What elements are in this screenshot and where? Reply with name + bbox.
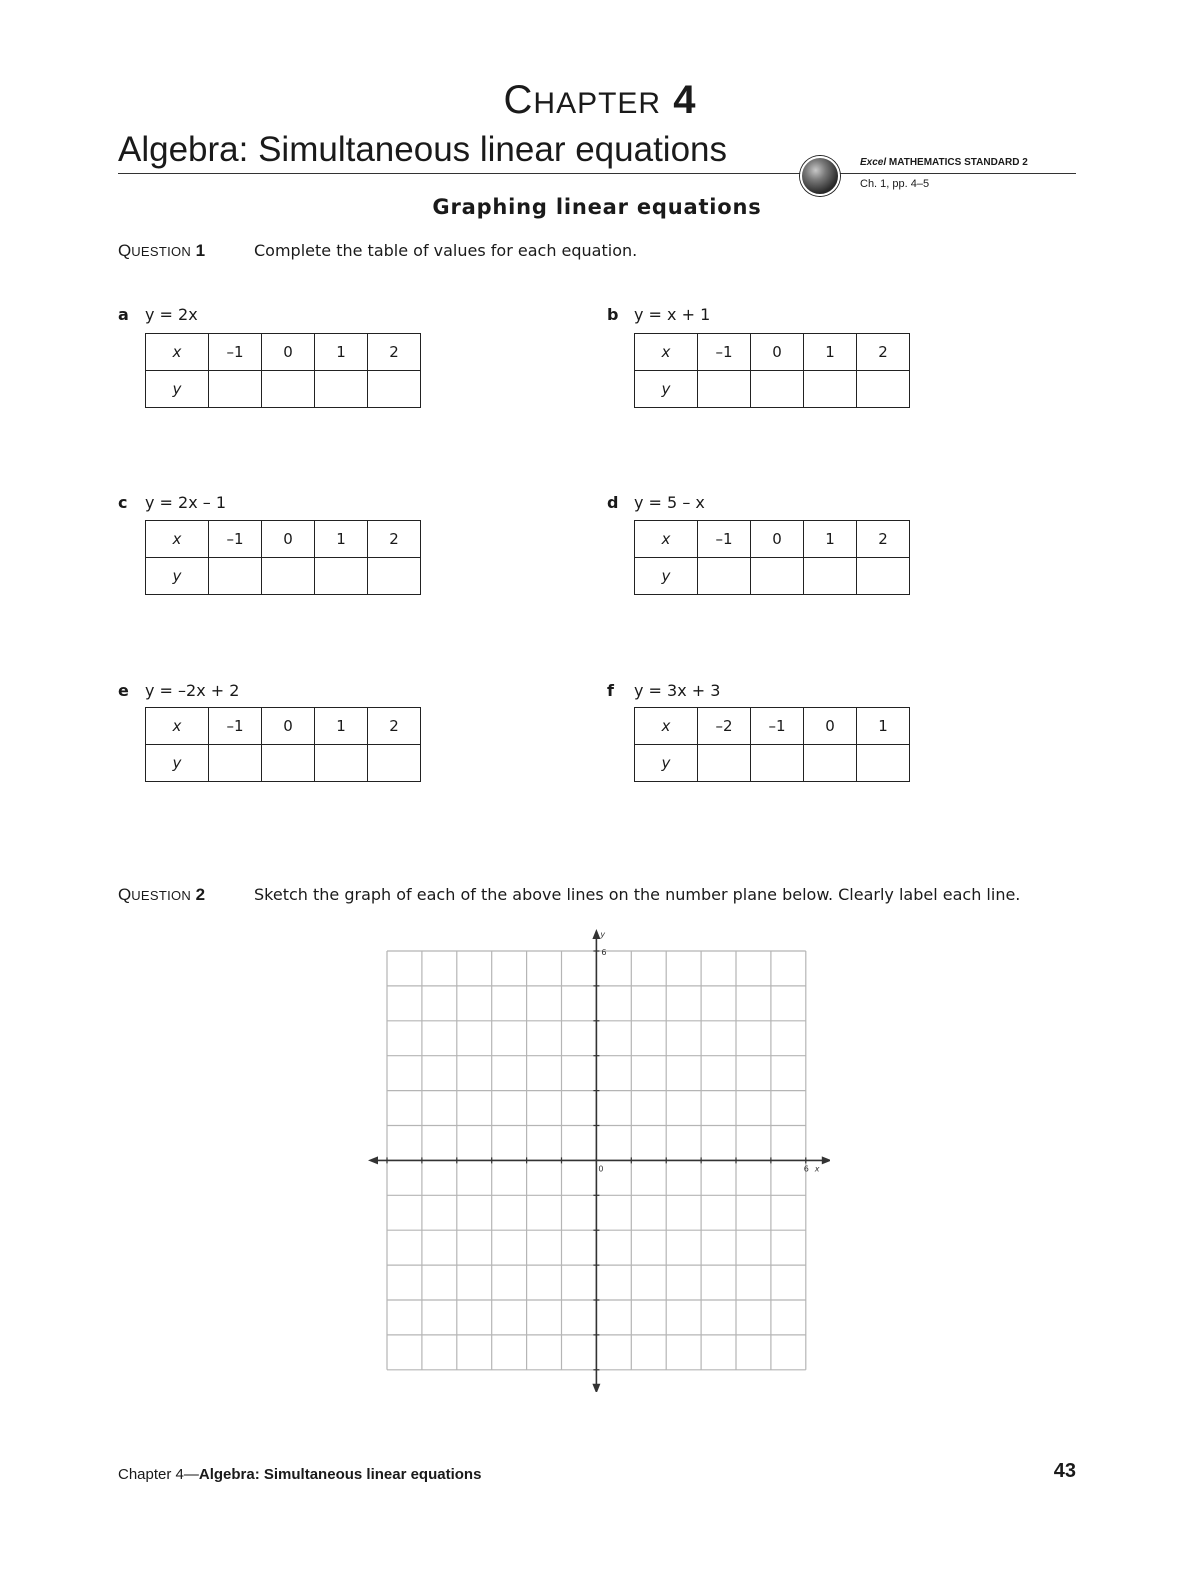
y-answer-cell[interactable] <box>751 745 804 782</box>
y-answer-cell[interactable] <box>368 371 421 408</box>
question2-label-rest: UESTION <box>131 888 192 903</box>
table-of-values-a <box>145 333 421 408</box>
x-value-cell: 0 <box>751 521 804 558</box>
part-letter-e: e <box>118 681 129 700</box>
part-letter-a: a <box>118 305 129 324</box>
x-header: x <box>635 521 698 558</box>
y-header: y <box>146 371 209 408</box>
question1-number: 1 <box>195 241 206 260</box>
y-header: y <box>146 558 209 595</box>
x-value-cell: 1 <box>804 334 857 371</box>
x-value-cell: –1 <box>209 334 262 371</box>
y-answer-cell[interactable] <box>804 371 857 408</box>
y-answer-cell[interactable] <box>368 745 421 782</box>
x-value-cell: 0 <box>262 521 315 558</box>
question2-label <box>118 885 205 905</box>
y-answer-cell[interactable] <box>698 558 751 595</box>
question1-label <box>118 241 205 261</box>
table-row-y <box>635 558 910 595</box>
footer-title: Algebra: Simultaneous linear equations <box>198 1466 482 1483</box>
origin-label: 0 <box>598 1164 604 1174</box>
x-value-cell: –1 <box>698 334 751 371</box>
x-value-cell: –1 <box>209 708 262 745</box>
y-answer-cell[interactable] <box>751 371 804 408</box>
x-axis-arrow-left-icon <box>368 1156 378 1164</box>
equation-b: y = x + 1 <box>634 305 711 324</box>
y-answer-cell[interactable] <box>262 558 315 595</box>
y-header: y <box>146 745 209 782</box>
table-row-y <box>635 745 910 782</box>
x-value-cell: 1 <box>804 521 857 558</box>
x-value-cell: 0 <box>262 334 315 371</box>
y-answer-cell[interactable] <box>209 371 262 408</box>
table-of-values-b <box>634 333 910 408</box>
y-axis-arrow-down-icon <box>592 1384 600 1392</box>
reference-book <box>860 157 1028 168</box>
x-value-cell: –1 <box>751 708 804 745</box>
question1-text: Complete the table of values for each equation. <box>254 241 638 260</box>
table-of-values-f <box>634 707 910 782</box>
part-letter-c: c <box>118 493 128 512</box>
x-value-cell: 2 <box>857 334 910 371</box>
table-of-values-c <box>145 520 421 595</box>
table-row-y <box>635 371 910 408</box>
y-axis-label: y <box>600 930 606 939</box>
x-axis-label: x <box>814 1164 820 1174</box>
y-answer-cell[interactable] <box>857 558 910 595</box>
y-answer-cell[interactable] <box>857 371 910 408</box>
table-of-values-d <box>634 520 910 595</box>
y-answer-cell[interactable] <box>698 371 751 408</box>
y-answer-cell[interactable] <box>315 371 368 408</box>
number-plane <box>360 928 830 1392</box>
x-value-cell: 2 <box>368 334 421 371</box>
chapter-heading-cap: C <box>503 78 534 122</box>
y-header: y <box>635 371 698 408</box>
chapter-number: 4 <box>673 78 697 122</box>
y-answer-cell[interactable] <box>262 745 315 782</box>
x-value-cell: 1 <box>857 708 910 745</box>
x-header: x <box>635 334 698 371</box>
y-answer-cell[interactable] <box>315 558 368 595</box>
y-axis-arrow-up-icon <box>592 929 600 939</box>
question2-text: Sketch the graph of each of the above lines on the number plane below. Clearly label each line. <box>254 885 1021 904</box>
table-row-x <box>635 334 910 371</box>
footer-prefix: Chapter 4— <box>118 1466 199 1483</box>
table-row-x <box>146 708 421 745</box>
x-value-cell: 1 <box>315 334 368 371</box>
equation-f: y = 3x + 3 <box>634 681 721 700</box>
y-max-label: 6 <box>601 948 607 957</box>
question1-label-cap: Q <box>118 241 132 260</box>
header-divider <box>118 173 1076 174</box>
table-of-values-e <box>145 707 421 782</box>
x-value-cell: –1 <box>698 521 751 558</box>
equation-d: y = 5 – x <box>634 493 705 512</box>
question2-number: 2 <box>195 885 206 904</box>
reference-orb-icon <box>800 156 840 196</box>
y-answer-cell[interactable] <box>262 371 315 408</box>
part-letter-b: b <box>607 305 619 324</box>
x-value-cell: 0 <box>804 708 857 745</box>
x-value-cell: –1 <box>209 521 262 558</box>
table-row-x <box>146 334 421 371</box>
reference-pages: Ch. 1, pp. 4–5 <box>860 178 930 190</box>
x-value-cell: 2 <box>857 521 910 558</box>
reference-book-title: MATHEMATICS STANDARD 2 <box>888 157 1028 168</box>
chapter-heading-rest: HAPTER <box>533 87 662 120</box>
x-value-cell: 2 <box>368 521 421 558</box>
question1-label-rest: UESTION <box>131 244 192 259</box>
x-header: x <box>635 708 698 745</box>
x-value-cell: 0 <box>751 334 804 371</box>
table-row-x <box>635 708 910 745</box>
table-row-x <box>635 521 910 558</box>
y-answer-cell[interactable] <box>804 558 857 595</box>
y-answer-cell[interactable] <box>368 558 421 595</box>
x-header: x <box>146 708 209 745</box>
page-title: Algebra: Simultaneous linear equations <box>118 130 727 169</box>
y-answer-cell[interactable] <box>751 558 804 595</box>
y-answer-cell[interactable] <box>698 745 751 782</box>
x-header: x <box>146 334 209 371</box>
x-axis-arrow-right-icon <box>822 1156 830 1164</box>
x-value-cell: 1 <box>315 521 368 558</box>
y-answer-cell[interactable] <box>857 745 910 782</box>
footer-chapter <box>118 1466 481 1483</box>
x-header: x <box>146 521 209 558</box>
x-value-cell: –2 <box>698 708 751 745</box>
table-row-y <box>146 371 421 408</box>
chapter-heading <box>0 78 1200 123</box>
table-row-y <box>146 558 421 595</box>
y-answer-cell[interactable] <box>209 745 262 782</box>
y-header: y <box>635 558 698 595</box>
page-number: 43 <box>1053 1460 1076 1482</box>
part-letter-f: f <box>607 681 614 700</box>
table-row-x <box>146 521 421 558</box>
part-letter-d: d <box>607 493 619 512</box>
section-title: Graphing linear equations <box>432 195 762 219</box>
y-header: y <box>635 745 698 782</box>
x-max-label: 6 <box>803 1164 809 1174</box>
reference-brand: Excel <box>860 157 887 168</box>
y-answer-cell[interactable] <box>209 558 262 595</box>
y-answer-cell[interactable] <box>315 745 368 782</box>
equation-e: y = –2x + 2 <box>145 681 240 700</box>
y-answer-cell[interactable] <box>804 745 857 782</box>
table-row-y <box>146 745 421 782</box>
equation-a: y = 2x <box>145 305 198 324</box>
question2-label-cap: Q <box>118 885 132 904</box>
x-value-cell: 0 <box>262 708 315 745</box>
x-value-cell: 2 <box>368 708 421 745</box>
x-value-cell: 1 <box>315 708 368 745</box>
equation-c: y = 2x – 1 <box>145 493 227 512</box>
